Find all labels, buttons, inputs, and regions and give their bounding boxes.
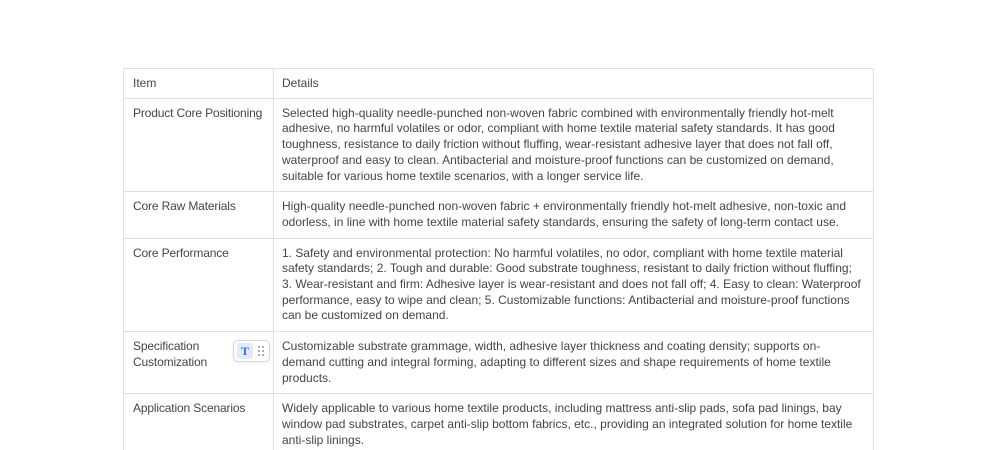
table-row	[124, 98, 874, 192]
column-header-item[interactable]	[124, 69, 274, 99]
text-style-button[interactable]	[237, 343, 253, 359]
details-text: Customizable substrate grammage, width, adhesive layer thickness and coating density; supports on-demand cutting and integral forming, adapting to different sizes and shape requirements of home textile products.	[282, 339, 831, 385]
details-table	[123, 68, 874, 450]
details-text: High-quality needle-punched non-woven fabric + environmentally friendly hot-melt adhesive, non-toxic and odorless, in line with home textile material safety standards, ensuring the safety of long-term contact use.	[282, 199, 846, 229]
text-style-icon: T	[240, 344, 249, 358]
details-text: Widely applicable to various home textile products, including mattress anti-slip pads, sofa pad linings, bay window pad substrates, carpet anti-slip bottom fabrics, etc., providing an integrated solution for home textile anti-slip linings.	[282, 401, 853, 447]
cell-item-core-performance[interactable]	[124, 238, 274, 332]
item-label: Core Raw Materials	[133, 199, 236, 214]
cell-item-product-core-positioning[interactable]	[124, 98, 274, 192]
cell-details-core-performance[interactable]	[274, 238, 874, 332]
cell-details-specification-customization[interactable]	[274, 332, 874, 394]
details-text: 1. Safety and environmental protection: No harmful volatiles, no odor, compliant with home textile material safety standards; 2. Tough and durable: Good substrate toughness, resistant to daily friction without fluffing; 3. Wear-resistant and firm: Adhesive layer is wear-resistant and does not fall off; 4. Easy to clean: Waterproof performance, easy to wipe and clean; 5. Customizable functions: Antibacterial and moisture-proof functions can be customized on demand.	[282, 245, 861, 323]
drag-handle-icon[interactable]	[255, 343, 266, 359]
item-label: Specification Customization	[133, 339, 208, 369]
column-header-details[interactable]	[274, 69, 874, 99]
cell-details-product-core-positioning[interactable]	[274, 98, 874, 192]
column-header-item-label: Item	[133, 76, 157, 90]
column-header-details-label: Details	[282, 76, 319, 90]
table-row	[124, 238, 874, 332]
table-row	[124, 394, 874, 450]
cell-details-application-scenarios[interactable]	[274, 394, 874, 450]
table-header-row	[124, 69, 874, 99]
cell-item-core-raw-materials[interactable]	[124, 192, 274, 238]
cell-item-application-scenarios[interactable]	[124, 394, 274, 450]
cell-details-core-raw-materials[interactable]	[274, 192, 874, 238]
cell-format-widget	[233, 340, 270, 362]
item-label: Core Performance	[133, 245, 229, 260]
table-row	[124, 192, 874, 238]
details-text: Selected high-quality needle-punched non-woven fabric combined with environmentally friendly hot-melt adhesive, no harmful volatiles or odor, compliant with home textile material safety standards. It has good toughness, resistance to daily friction without fluffing, wear-resistant adhesive layer that does not fall off, waterproof and easy to clean. Antibacterial and moisture-proof functions can be customized on demand, suitable for various home textile scenarios, with a longer service life.	[282, 105, 835, 183]
item-label: Application Scenarios	[133, 401, 246, 416]
item-label: Product Core Positioning	[133, 105, 263, 120]
